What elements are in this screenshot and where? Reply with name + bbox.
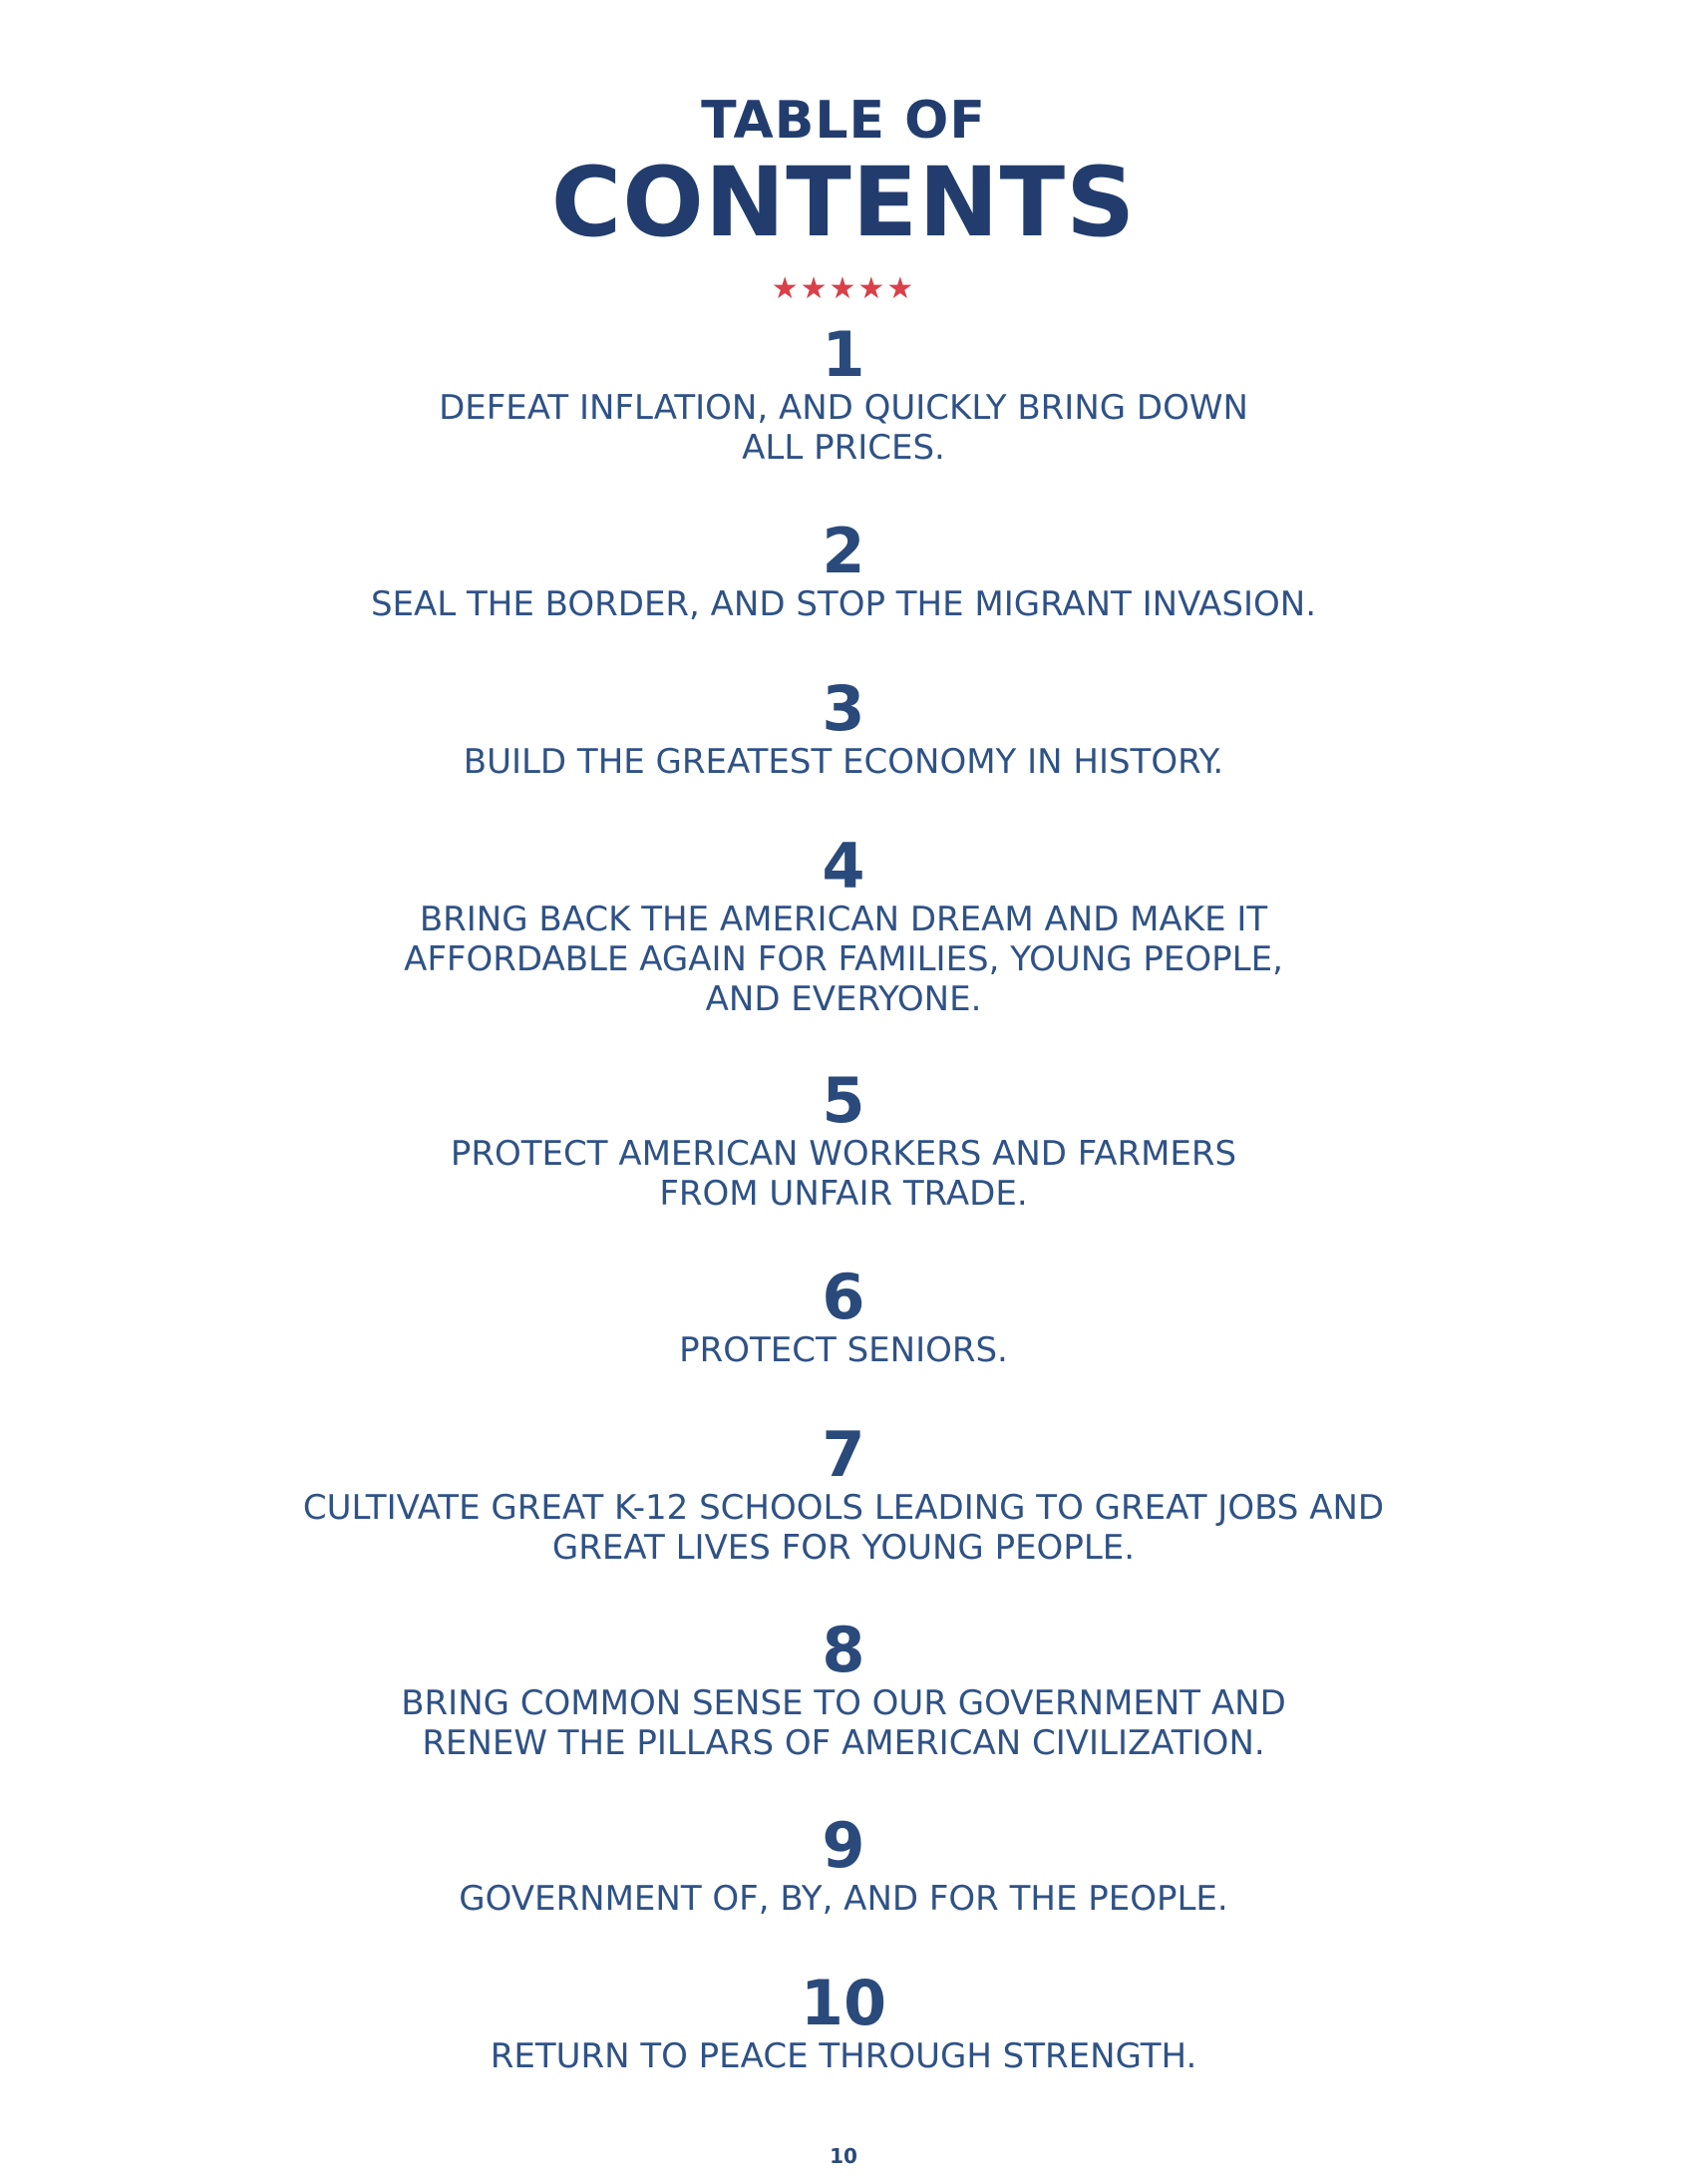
page-number: 10 <box>830 2144 857 2168</box>
toc-entry-text: RETURN TO PEACE THROUGH STRENGTH. <box>490 2036 1197 2076</box>
title-line-2: CONTENTS <box>550 147 1137 258</box>
toc-entry-1 <box>0 318 1687 468</box>
toc-entry-text: BRING COMMON SENSE TO OUR GOVERNMENT AND RENEW THE PILLARS OF AMERICAN CIVILIZATION. <box>401 1683 1286 1763</box>
toc-entry-number: 3 <box>822 672 865 745</box>
toc-entry-number: 5 <box>822 1064 865 1137</box>
toc-entry-number: 8 <box>822 1614 865 1686</box>
toc-entry-text: DEFEAT INFLATION, AND QUICKLY BRING DOWN ALL PRICES. <box>439 388 1248 468</box>
toc-entry-text: BUILD THE GREATEST ECONOMY IN HISTORY. <box>463 742 1224 782</box>
toc-entry-text: SEAL THE BORDER, AND STOP THE MIGRANT INVASION. <box>370 584 1317 624</box>
toc-entry-text: PROTECT SENIORS. <box>679 1330 1008 1370</box>
toc-entry-text: BRING BACK THE AMERICAN DREAM AND MAKE IT AFFORDABLE AGAIN FOR FAMILIES, YOUNG PEOPLE, AND EVERYONE. <box>404 900 1283 1019</box>
toc-entry-5 <box>0 1064 1687 1214</box>
toc-entry-number: 4 <box>822 830 865 903</box>
toc-entry-number: 10 <box>800 1967 887 2039</box>
toc-entry-2 <box>0 515 1687 624</box>
toc-entry-number: 7 <box>822 1418 865 1491</box>
toc-entry-9 <box>0 1809 1687 1919</box>
toc-entry-number: 2 <box>822 515 865 587</box>
toc-entry-text: GOVERNMENT OF, BY, AND FOR THE PEOPLE. <box>459 1879 1228 1919</box>
toc-entry-text: PROTECT AMERICAN WORKERS AND FARMERS FROM UNFAIR TRADE. <box>450 1134 1237 1214</box>
stars-divider-icon: ★★★★★ <box>771 272 916 305</box>
toc-entry-4 <box>0 830 1687 1019</box>
toc-entry-10 <box>0 1967 1687 2076</box>
toc-entry-3 <box>0 672 1687 782</box>
toc-entry-number: 1 <box>822 318 865 391</box>
toc-entry-7 <box>0 1418 1687 1568</box>
toc-entry-number: 9 <box>822 1809 865 1882</box>
toc-entry-8 <box>0 1614 1687 1763</box>
title-line-1: TABLE OF <box>701 91 986 151</box>
toc-entry-6 <box>0 1261 1687 1370</box>
toc-entry-number: 6 <box>822 1261 865 1333</box>
toc-entry-text: CULTIVATE GREAT K-12 SCHOOLS LEADING TO GREAT JOBS AND GREAT LIVES FOR YOUNG PEOPLE. <box>302 1488 1385 1568</box>
